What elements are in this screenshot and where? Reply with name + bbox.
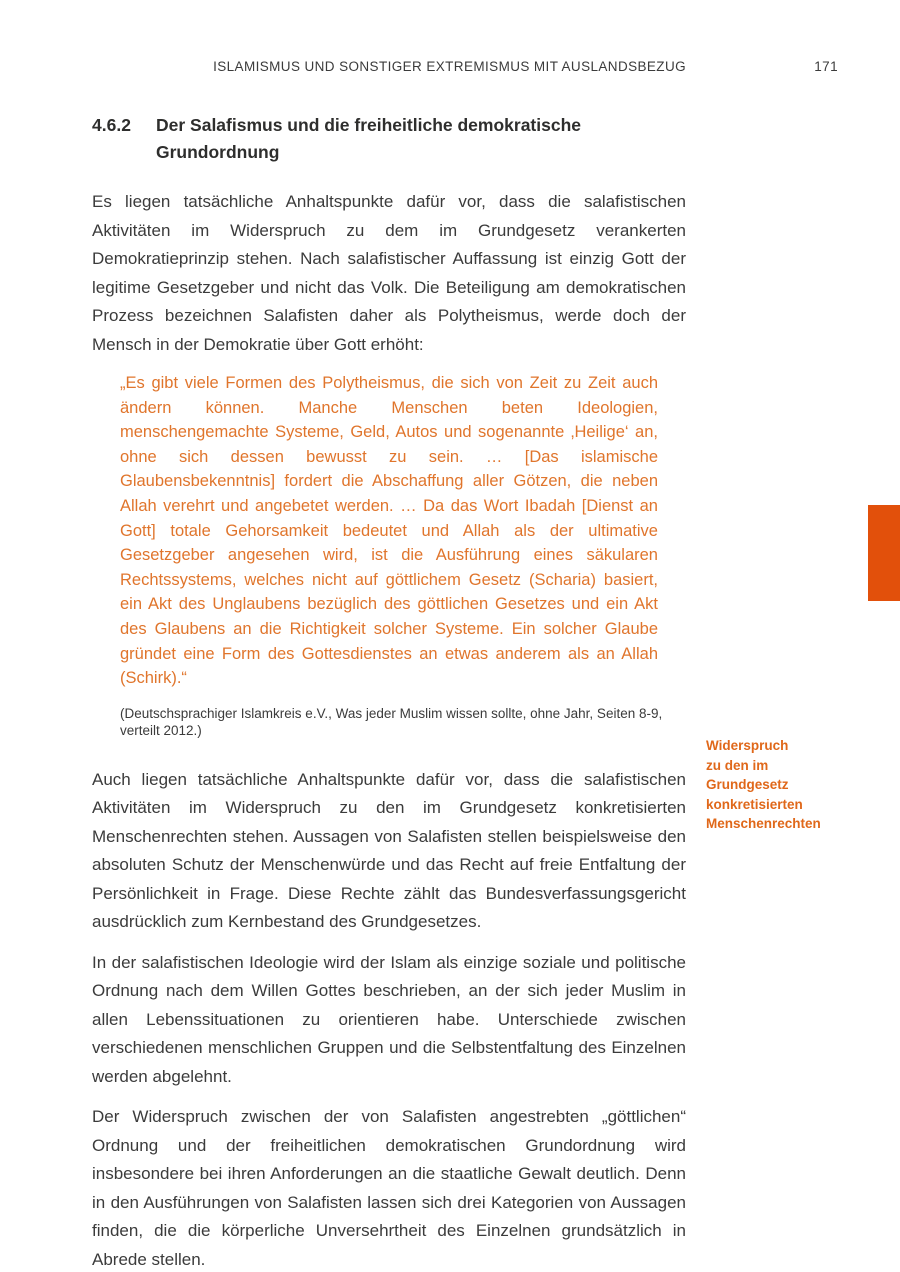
page-header <box>92 59 838 74</box>
paragraph-democracy-principle: Es liegen tatsächliche Anhaltspunkte dafür vor, dass die salafistischen Aktivitäten im Widerspruch zu dem im Grundgesetz verankerten Demokratieprinzip stehen. Nach salafistischer Auffassung ist einzig Gott der legitime Gesetzgeber und nicht das Volk. Die Beteiligung am demokratischen Prozess bezeichnen Salafisten daher als Polytheismus, werde doch der Mensch in der Demokratie über Gott erhöht: <box>92 192 686 354</box>
quote-citation: (Deutschsprachiger Islamkreis e.V., Was jeder Muslim wissen sollte, ohne Jahr, Seiten 8-9, verteilt 2012.) <box>120 705 663 739</box>
chapter-edge-tab <box>868 505 900 601</box>
section-title: Der Salafismus und die freiheitliche demokratische Grundordnung <box>156 115 581 162</box>
paragraph-human-rights: Auch liegen tatsächliche Anhaltspunkte dafür vor, dass die salafistischen Aktivitäten im Widerspruch zu den im Grundgesetz konkretisierten Menschenrechten stehen. Aussagen von Salafisten stellen beispielsweise den absoluten Schutz der Menschenwürde und das Recht auf freie Entfaltung der Persönlichkeit in Frage. Diese Rechte zählt das Bundesverfassungsgericht ausdrücklich zum Kernbestand des Grundgesetzes. <box>92 769 686 932</box>
main-content <box>92 112 686 1272</box>
margin-note-line: zu den im <box>706 757 769 773</box>
salafist-quote: „Es gibt viele Formen des Polytheismus, die sich von Zeit zu Zeit auch ändern können. Manche Menschen beten Ideologien, menschengemachte Systeme, Geld, Autos und sogenannte ‚Heilige‘ an, ohne sich dessen bewusst zu sein. … [Das islamische Glaubensbekenntnis] fordert die Abschaffung aller Götzen, die neben Allah verehrt und angebetet werden. … Da das Wort Ibadah [Dienst an Gott] totale Gehorsamkeit bedeutet und Allah als der ultimative Gesetzgeber angesehen wird, ist die Ausführung eines säkularen Rechtssystems, welches nicht auf göttlichem Gesetz (Scharia) basiert, ein Akt des Unglaubens bezüglich des göttlichen Gesetzes und ein Akt des Glaubens an die Richtigkeit solcher Systeme. Ein solcher Glaube gründet eine Form des Gottesdienstes an etwas anderem als an Allah (Schirk).“ <box>120 374 658 688</box>
paragraph-contradiction: Der Widerspruch zwischen der von Salafisten angestrebten „göttlichen“ Ordnung und der freiheitlichen demokratischen Grundordnung wird insbesondere bei ihren Anforderungen an die staatliche Gewalt deutlich. Denn in den Ausführungen von Salafisten lassen sich drei Kategorien von Aussagen finden, die die körperliche Unversehrtheit des Einzelnen grundsätzlich in Abrede stellen. <box>92 1107 686 1269</box>
margin-note-line: konkretisierten <box>706 796 803 812</box>
section-number: 4.6.2 <box>92 115 131 135</box>
margin-note-line: Widerspruch <box>706 738 789 753</box>
page-number: 171 <box>814 59 838 74</box>
margin-note <box>706 736 846 834</box>
paragraph-ideology: In der salafistischen Ideologie wird der Islam als einzige soziale und politische Ordnung nach dem Willen Gottes beschrieben, an der sich jeder Muslim in allen Lebenssituationen zu orientieren habe. Unterschiede zwischen verschiedenen menschlichen Gruppen und die Selbstentfaltung des Einzelnen werden abgelehnt. <box>92 952 686 1086</box>
margin-note-line: Menschenrechten <box>706 816 821 831</box>
running-head: ISLAMISMUS UND SONSTIGER EXTREMISMUS MIT AUSLANDSBEZUG <box>213 59 686 74</box>
margin-note-line: Grundgesetz <box>706 777 789 792</box>
section-heading <box>92 112 686 166</box>
